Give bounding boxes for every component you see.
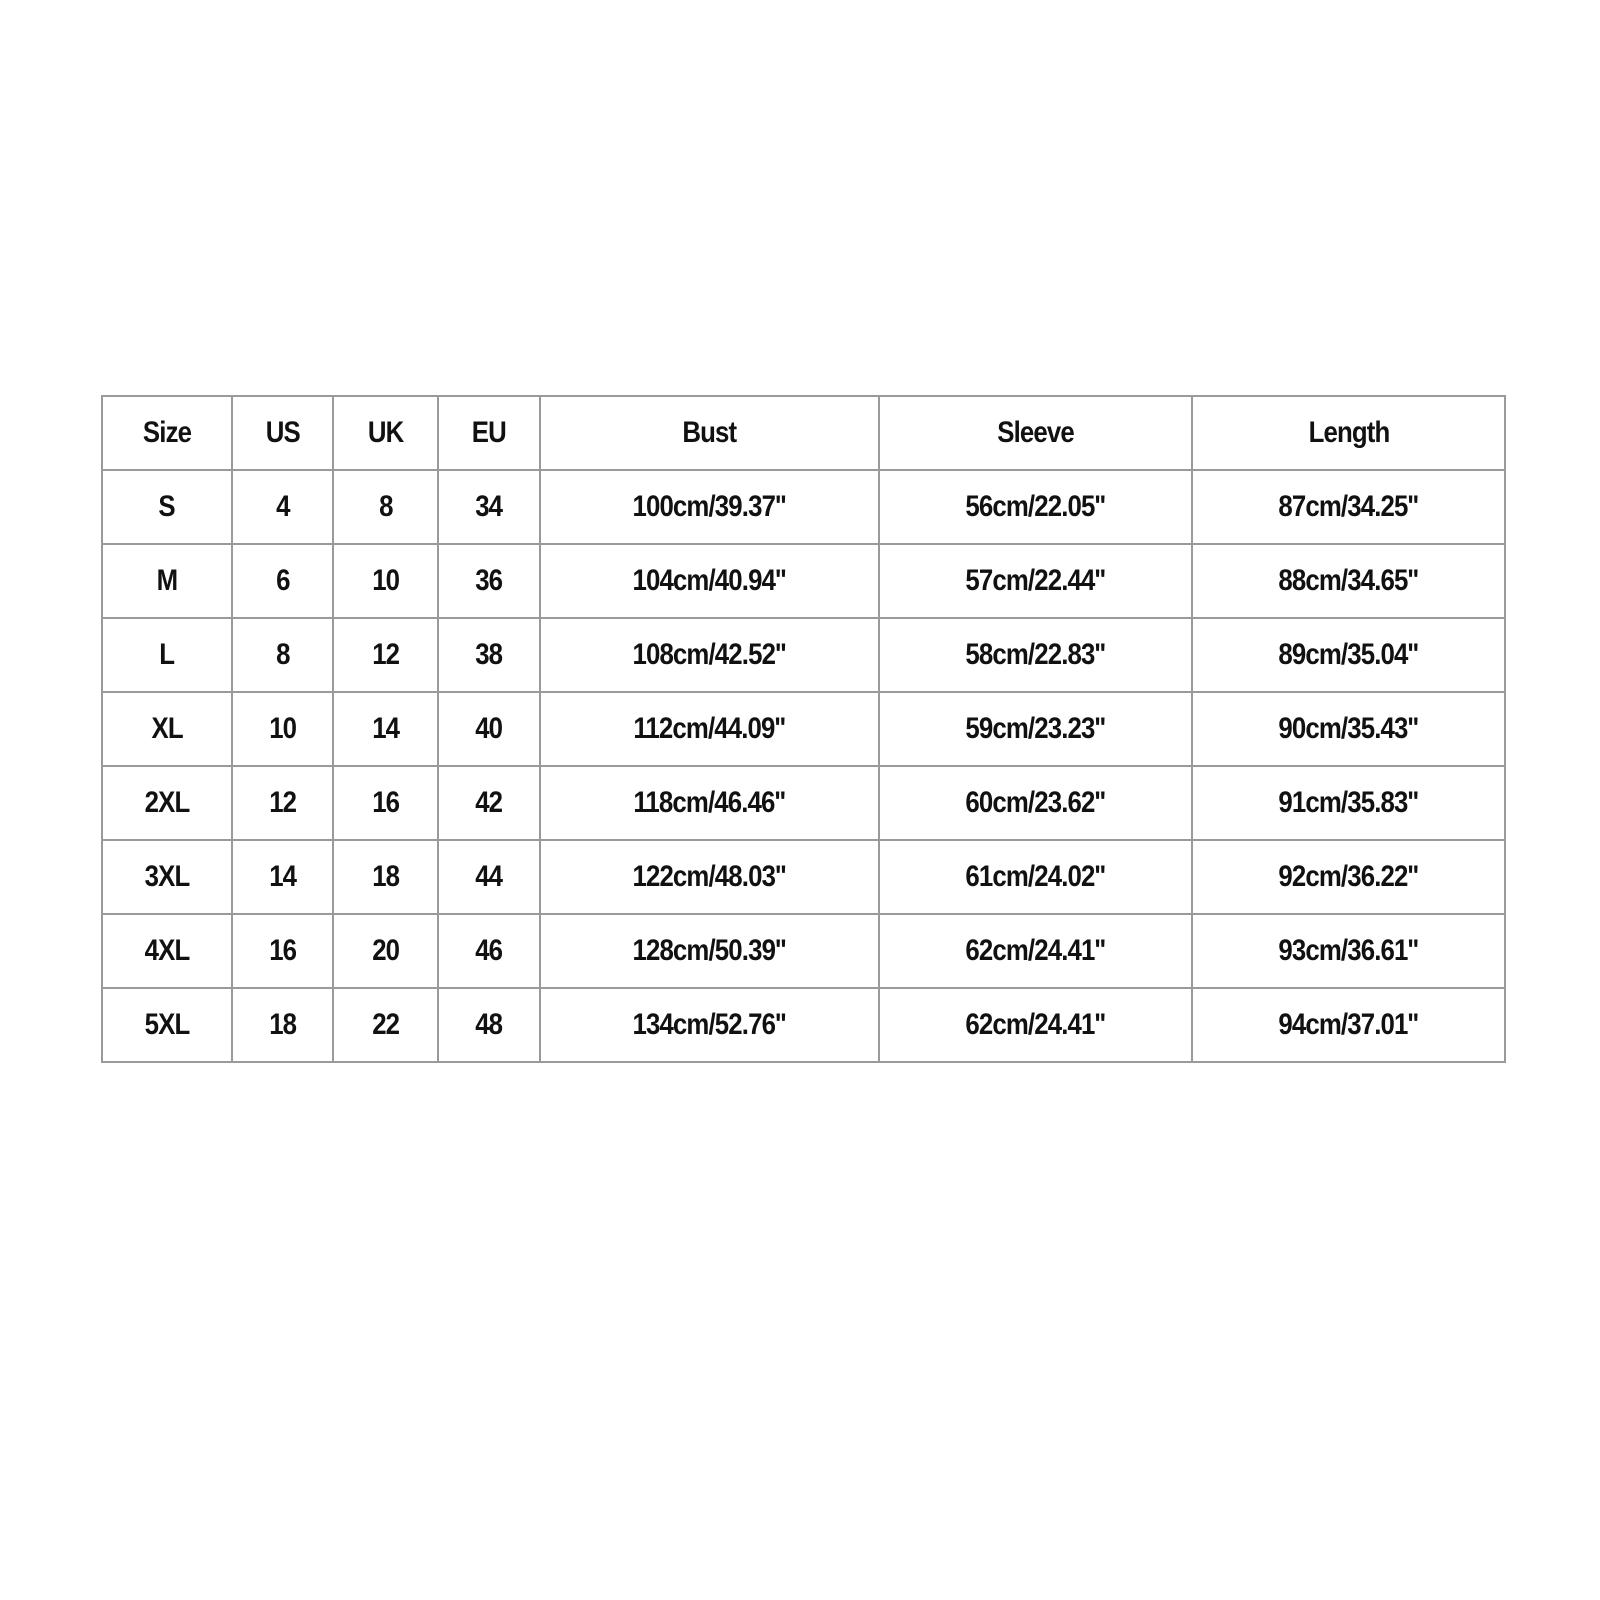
cell-size: XL [102,692,232,766]
cell-sleeve: 61cm/24.02'' [879,840,1192,914]
cell-uk: 12 [333,618,438,692]
cell-eu: 46 [438,914,540,988]
cell-bust: 122cm/48.03'' [540,840,879,914]
cell-size: M [102,544,232,618]
header-size: Size [102,396,232,470]
cell-uk: 14 [333,692,438,766]
cell-uk: 16 [333,766,438,840]
cell-bust: 104cm/40.94'' [540,544,879,618]
cell-size: 4XL [102,914,232,988]
table-row [102,544,1505,618]
cell-us: 6 [232,544,333,618]
cell-us: 8 [232,618,333,692]
cell-bust: 134cm/52.76'' [540,988,879,1062]
header-length: Length [1192,396,1505,470]
cell-us: 18 [232,988,333,1062]
cell-uk: 20 [333,914,438,988]
cell-us: 4 [232,470,333,544]
cell-uk: 8 [333,470,438,544]
cell-size: L [102,618,232,692]
cell-us: 10 [232,692,333,766]
header-uk: UK [333,396,438,470]
cell-eu: 42 [438,766,540,840]
cell-length: 90cm/35.43'' [1192,692,1505,766]
cell-sleeve: 60cm/23.62'' [879,766,1192,840]
cell-bust: 108cm/42.52'' [540,618,879,692]
cell-uk: 22 [333,988,438,1062]
cell-size: 3XL [102,840,232,914]
cell-eu: 38 [438,618,540,692]
table-row [102,618,1505,692]
cell-bust: 100cm/39.37'' [540,470,879,544]
cell-uk: 18 [333,840,438,914]
cell-eu: 48 [438,988,540,1062]
cell-bust: 112cm/44.09'' [540,692,879,766]
cell-us: 14 [232,840,333,914]
cell-length: 89cm/35.04'' [1192,618,1505,692]
cell-size: 2XL [102,766,232,840]
cell-us: 12 [232,766,333,840]
cell-sleeve: 59cm/23.23'' [879,692,1192,766]
table-row [102,470,1505,544]
table-row [102,766,1505,840]
table-body [102,470,1505,1062]
cell-size: S [102,470,232,544]
cell-length: 92cm/36.22'' [1192,840,1505,914]
table-row [102,692,1505,766]
header-sleeve: Sleeve [879,396,1192,470]
cell-sleeve: 57cm/22.44'' [879,544,1192,618]
cell-eu: 36 [438,544,540,618]
header-bust: Bust [540,396,879,470]
cell-eu: 34 [438,470,540,544]
table-row [102,914,1505,988]
cell-eu: 40 [438,692,540,766]
cell-sleeve: 56cm/22.05'' [879,470,1192,544]
table-row [102,840,1505,914]
cell-sleeve: 62cm/24.41'' [879,988,1192,1062]
cell-length: 88cm/34.65'' [1192,544,1505,618]
cell-uk: 10 [333,544,438,618]
cell-sleeve: 58cm/22.83'' [879,618,1192,692]
cell-size: 5XL [102,988,232,1062]
cell-length: 93cm/36.61'' [1192,914,1505,988]
size-chart-table [101,395,1506,1063]
cell-bust: 128cm/50.39'' [540,914,879,988]
cell-bust: 118cm/46.46'' [540,766,879,840]
cell-us: 16 [232,914,333,988]
cell-length: 94cm/37.01'' [1192,988,1505,1062]
cell-eu: 44 [438,840,540,914]
header-eu: EU [438,396,540,470]
table-header-row [102,396,1505,470]
cell-length: 91cm/35.83'' [1192,766,1505,840]
table-row [102,988,1505,1062]
cell-length: 87cm/34.25'' [1192,470,1505,544]
cell-sleeve: 62cm/24.41'' [879,914,1192,988]
header-us: US [232,396,333,470]
